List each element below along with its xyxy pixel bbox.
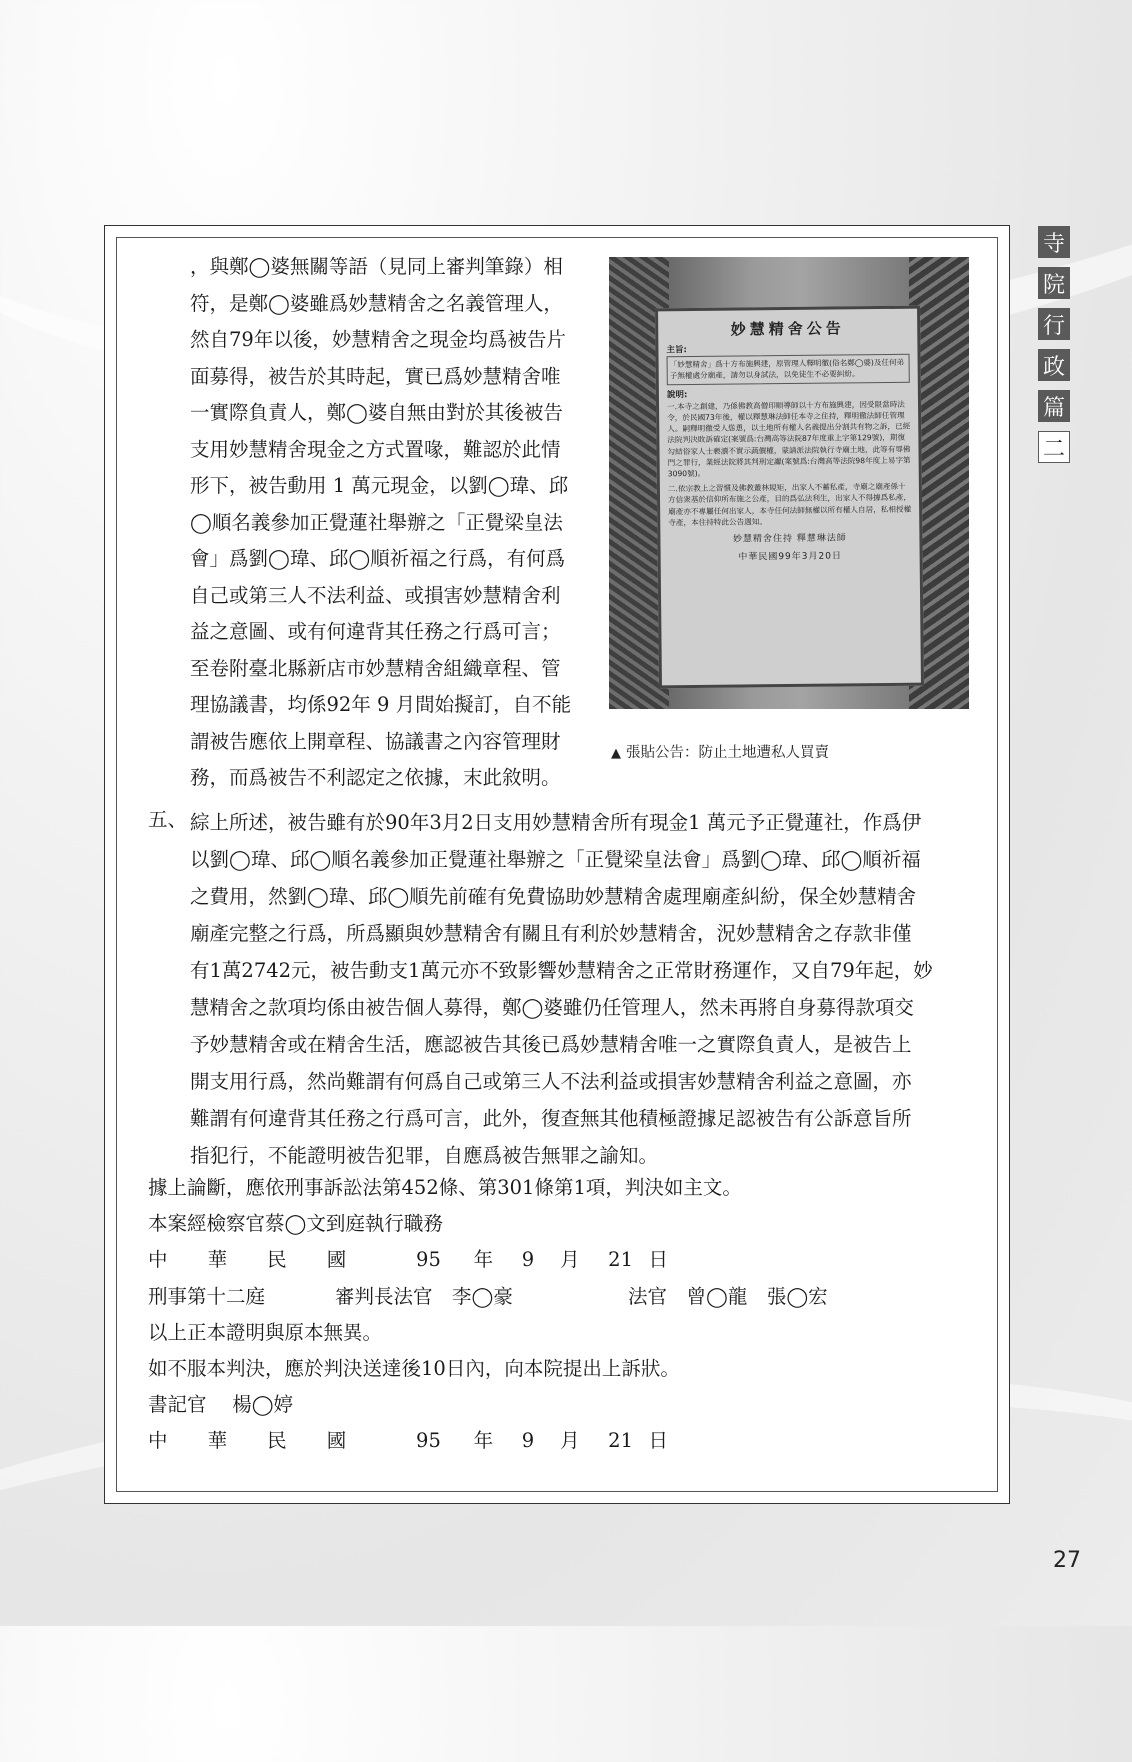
date-part: 95 bbox=[416, 1429, 441, 1453]
sidebar-char-volume: 二 bbox=[1038, 431, 1070, 463]
sign-explain-2: 二.依宗教上之習慣及佛教叢林規矩，出家人不蓄私產，寺廟之廟產係十方信衆基於信仰所布施之公產，目的爲弘法利生，出家人不得據爲私產，廟產亦不專屬任何出家人，本寺任何法師無權以所有權人自居，私相授權寺產，本住持特此公告週知。 bbox=[667, 482, 912, 528]
text-line: 至卷附臺北縣新店市妙慧精舍組織章程、管 bbox=[190, 656, 561, 680]
text-line: 然自79年以後，妙慧精舍之現金均爲被告片 bbox=[190, 328, 566, 351]
text-line: 支用妙慧精舍現金之方式置喙，難認於此情 bbox=[190, 437, 561, 461]
text-line: 益之意圖、或有何違背其任務之行爲可言； bbox=[190, 620, 561, 643]
date-part: 21 bbox=[608, 1248, 633, 1272]
date-part: 9 bbox=[521, 1429, 535, 1453]
text-line: 難謂有何違背其任務之行爲可言，此外，復查無其他積極證據足認被告有公訴意旨所 bbox=[190, 1107, 912, 1130]
text-line: 開支用行爲，然尚難謂有何爲自己或第三人不法利益或損害妙慧精舍利益之意圖，亦 bbox=[190, 1070, 912, 1093]
text-line: 廟產完整之行爲，所爲顯與妙慧精舍有關且有利於妙慧精舍，況妙慧精舍之存款非僅 bbox=[190, 922, 912, 945]
text-line: 形下，被告動用 1 萬元現金，以劉◯瑋、邱 bbox=[190, 474, 569, 497]
sign-explain-label: 說明: bbox=[666, 389, 688, 400]
date-part: 9 bbox=[521, 1248, 535, 1272]
sidebar-char: 篇 bbox=[1038, 390, 1070, 422]
text-line: 綜上所述，被告雖有於90年3月2日支用妙慧精舍所有現金1 萬元予正覺蓮社，作爲伊 bbox=[190, 811, 922, 834]
triangle-icon: ▲ bbox=[611, 746, 621, 761]
date-part: 年 bbox=[473, 1248, 494, 1272]
clerk-date bbox=[148, 1423, 668, 1459]
associate-judges: 法官 曾◯龍 張◯宏 bbox=[628, 1284, 828, 1308]
left-column-text bbox=[190, 249, 571, 797]
section5-body bbox=[190, 804, 933, 1174]
text-line: 予妙慧精舍或在精舍生活，應認被告其後已爲妙慧精舍唯一之實際負責人，是被告上 bbox=[190, 1033, 912, 1056]
date-part: 21 bbox=[608, 1429, 633, 1453]
text-line: 會」爲劉◯瑋、邱◯順祈福之行爲，有何爲 bbox=[190, 547, 566, 570]
text-line: 謂被告應依上開章程、協議書之內容管理財 bbox=[190, 729, 561, 753]
sign-explanation bbox=[667, 386, 911, 479]
sign-signature: 妙慧精舍住持 釋慧琳法師 bbox=[732, 533, 847, 545]
sign-explain-1: 一.本寺之創建，乃係佛教高僧印順導師以十方布施興建，因受限當時法令，於民國73年後，權以釋慧琳法師任本寺之住持，釋明徹法師任管理人。嗣釋明徹受人慫恿，以土地所有權人名義提出分割共有物之訴，已經法院判決敗訴確定(案號爲:台灣高等法院87年度重上字第129號)，期復勾結俗家人士褻瀆不實示蔬價權，蒙請派法院執行寺廟土地，此等有辱佛門之罪行，業經法院將其判刑定讞(案號爲:台灣高等法院98年度上易字第3090號)。 bbox=[666, 399, 911, 479]
sidebar-char: 院 bbox=[1038, 267, 1070, 299]
date-part: 民 bbox=[267, 1429, 287, 1453]
page-number: 27 bbox=[1053, 1548, 1081, 1573]
text-line: 之費用，然劉◯瑋、邱◯順先前確有免費協助妙慧精舍處理廟產糾紛，保全妙慧精舍 bbox=[190, 885, 917, 908]
date-part: 年 bbox=[473, 1429, 494, 1453]
photo-caption bbox=[611, 741, 829, 762]
text-line: 自己或第三人不法利益、或損害妙慧精舍利 bbox=[190, 583, 561, 607]
prosecutor-line: 本案經檢察官蔡◯文到庭執行職務 bbox=[148, 1212, 443, 1236]
sign-date: 中華民國99年3月20日 bbox=[738, 551, 842, 563]
text-line: 符，是鄭◯婆雖爲妙慧精舍之名義管理人， bbox=[190, 291, 563, 315]
date-part: 95 bbox=[416, 1248, 441, 1272]
date-part: 月 bbox=[560, 1248, 580, 1272]
text-line: 一實際負責人，鄭◯婆自無由對於其後被告 bbox=[190, 401, 563, 424]
date-part: 民 bbox=[267, 1248, 287, 1272]
sidebar-char: 政 bbox=[1038, 349, 1070, 381]
text-line: 慧精舍之款項均係由被告個人募得，鄭◯婆雖仍任管理人，然未再將自身募得款項交 bbox=[190, 996, 914, 1019]
clerk-line: 書記官 楊◯婷 bbox=[148, 1393, 294, 1417]
date-part: 華 bbox=[207, 1429, 228, 1453]
date-part: 月 bbox=[560, 1429, 580, 1453]
text-line: ◯順名義參加正覺蓮社舉辦之「正覺梁皇法 bbox=[190, 510, 563, 534]
date-part: 國 bbox=[326, 1429, 347, 1453]
certify-line: 以上正本證明與原本無異。 bbox=[148, 1320, 383, 1344]
court-name: 刑事第十二庭 bbox=[148, 1284, 266, 1308]
sidebar-char: 寺 bbox=[1038, 226, 1070, 258]
sign-explanation-2 bbox=[668, 481, 911, 528]
section5-heading: 五、 bbox=[148, 808, 188, 831]
sidebar-char: 行 bbox=[1038, 308, 1070, 340]
text-line: 面募得，被告於其時起，實已爲妙慧精舍唯 bbox=[190, 364, 561, 388]
presiding-judge: 審判長法官 李◯豪 bbox=[335, 1284, 513, 1308]
judgment-closing bbox=[148, 1170, 828, 1459]
sign-purpose bbox=[666, 342, 909, 385]
appeal-line: 如不服本判決，應於判決送達後10日內，向本院提出上訴狀。 bbox=[148, 1356, 680, 1380]
text-line: ，與鄭◯婆無關等語（見同上審判筆錄）相 bbox=[190, 255, 563, 278]
date-part: 日 bbox=[648, 1429, 669, 1453]
text-line: 指犯行，不能證明被告犯罪，自應爲被告無罪之諭知。 bbox=[190, 1144, 659, 1167]
date-part: 日 bbox=[648, 1248, 669, 1272]
sign-purpose-box: 「妙慧精舍」爲十方布施興建，原管理人釋明徹(俗名鄭◯婆)及任何弟子無權處分廟產，請勿以身試法，以免徒生不必要糾紛。 bbox=[667, 354, 910, 385]
text-line: 務，而爲被告不利認定之依據，末此敘明。 bbox=[190, 766, 561, 789]
sign-purpose-label: 主旨: bbox=[666, 345, 687, 356]
notice-photo bbox=[609, 257, 969, 709]
judgment-line: 據上論斷，應依刑事訴訟法第452條、第301條第1項，判決如主文。 bbox=[148, 1176, 742, 1199]
text-line: 以劉◯瑋、邱◯順名義參加正覺蓮社舉辦之「正覺梁皇法會」爲劉◯瑋、邱◯順祈福 bbox=[190, 848, 921, 871]
judgment-date bbox=[148, 1242, 668, 1278]
caption-text: 張貼公告：防止土地遭私人買賣 bbox=[626, 745, 829, 761]
notice-sign bbox=[655, 306, 924, 689]
sign-title: 妙慧精舍公告 bbox=[730, 319, 845, 339]
text-line: 有1萬2742元，被告動支1萬元亦不致影響妙慧精舍之正常財務運作，又自79年起，妙 bbox=[190, 959, 933, 982]
date-part: 國 bbox=[326, 1248, 347, 1272]
date-part: 華 bbox=[207, 1248, 228, 1272]
court-row bbox=[148, 1279, 828, 1315]
date-part: 中 bbox=[148, 1248, 168, 1272]
text-line: 理協議書，均係92年 9 月間始擬訂，自不能 bbox=[190, 693, 572, 716]
chapter-sidebar bbox=[1038, 226, 1070, 463]
date-part: 中 bbox=[148, 1429, 168, 1453]
